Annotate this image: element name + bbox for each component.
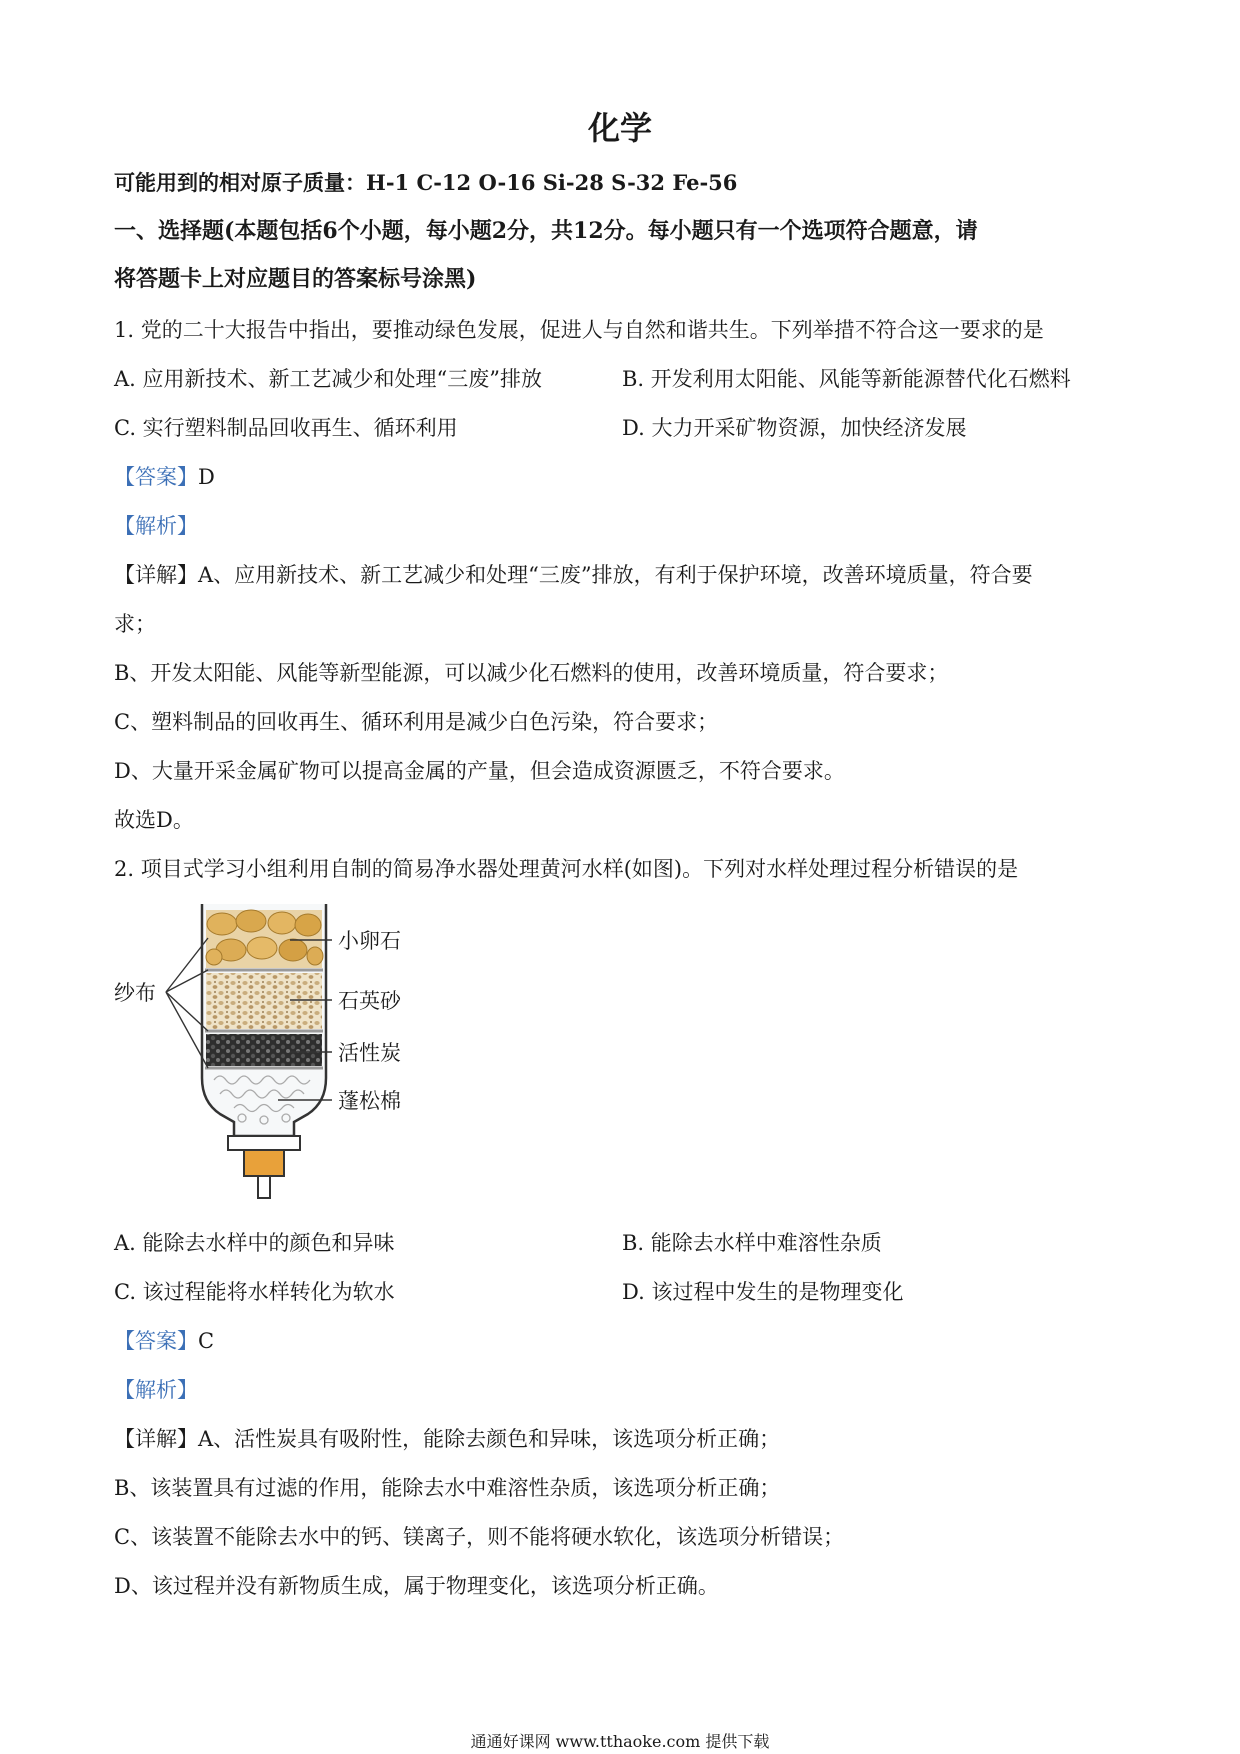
q1-conclusion: 故选D。 — [114, 808, 194, 832]
section-heading-line1: 一、选择题(本题包括6个小题，每小题2分，共12分。每小题只有一个选项符合题意，请 — [114, 218, 978, 244]
q2-option-b: B. 能除去水样中难溶性杂质 — [622, 1231, 882, 1255]
q2-stem: 2. 项目式学习小组利用自制的简易净水器处理黄河水样(如图)。下列对水样处理过程分析错误的是 — [114, 857, 1019, 881]
label-gauze: 纱布 — [114, 981, 156, 1005]
q2-detail-2: B、该装置具有过滤的作用，能除去水中难溶性杂质，该选项分析正确； — [114, 1476, 781, 1500]
section-heading-line2: 将答题卡上对应题目的答案标号涂黑) — [114, 266, 477, 292]
nozzle — [244, 1150, 284, 1176]
answer-tag: 【答案】 — [114, 1329, 198, 1353]
label-quartz: 石英砂 — [338, 989, 401, 1013]
q2-option-a: A. 能除去水样中的颜色和异味 — [114, 1231, 395, 1255]
water-purifier-figure — [110, 900, 460, 1220]
q1-option-b: B. 开发利用太阳能、风能等新能源替代化石燃料 — [622, 367, 1071, 391]
label-cotton: 蓬松棉 — [338, 1089, 401, 1113]
q1-option-d: D. 大力开采矿物资源，加快经济发展 — [622, 416, 967, 440]
q1-option-c: C. 实行塑料制品回收再生、循环利用 — [114, 416, 458, 440]
q1-analysis-tag: 【解析】 — [114, 514, 198, 538]
q1-stem: 1. 党的二十大报告中指出，要推动绿色发展，促进人与自然和谐共生。下列举措不符合这一要求的是 — [114, 318, 1044, 342]
activated-carbon-layer — [206, 1034, 322, 1066]
pebble-layer — [206, 910, 323, 968]
q2-detail-1: 【详解】A、活性炭具有吸附性，能除去颜色和异味，该选项分析正确； — [114, 1427, 781, 1451]
q2-answer — [114, 1326, 214, 1356]
q2-option-d: D. 该过程中发生的是物理变化 — [622, 1280, 904, 1304]
label-pebble: 小卵石 — [338, 929, 401, 953]
q2-detail-4: D、该过程并没有新物质生成，属于物理变化，该选项分析正确。 — [114, 1574, 719, 1598]
bottle-cap — [228, 1136, 300, 1150]
footer-source: 通通好课网 www.tthaoke.com 提供下载 — [470, 1732, 770, 1751]
q1-answer — [114, 462, 215, 492]
q1-detail-5: D、大量开采金属矿物可以提高金属的产量，但会造成资源匮乏，不符合要求。 — [114, 759, 845, 783]
q2-option-c: C. 该过程能将水样转化为软水 — [114, 1280, 395, 1304]
atomic-mass-line: 可能用到的相对原子质量：H-1 C-12 O-16 Si-28 S-32 Fe-56 — [114, 170, 738, 195]
page-title: 化学 — [587, 109, 652, 147]
label-carbon: 活性炭 — [338, 1041, 401, 1065]
q2-analysis-tag: 【解析】 — [114, 1378, 198, 1402]
q1-detail-3: B、开发太阳能、风能等新型能源，可以减少化石燃料的使用，改善环境质量，符合要求； — [114, 661, 949, 685]
q1-detail-2: 求； — [114, 612, 156, 636]
q2-detail-3: C、该装置不能除去水中的钙、镁离子，则不能将硬水软化，该选项分析错误； — [114, 1525, 845, 1549]
outlet-tube — [258, 1176, 270, 1198]
q1-detail-1: 【详解】A、应用新技术、新工艺减少和处理“三废”排放，有利于保护环境，改善环境质量，符合要 — [114, 563, 1033, 587]
q1-detail-4: C、塑料制品的回收再生、循环利用是减少白色污染，符合要求； — [114, 710, 719, 734]
answer-value: C — [198, 1329, 215, 1353]
answer-value: D — [198, 465, 215, 489]
quartz-sand-layer — [206, 973, 322, 1029]
q1-option-a: A. 应用新技术、新工艺减少和处理“三废”排放 — [114, 367, 542, 391]
answer-tag: 【答案】 — [114, 465, 198, 489]
